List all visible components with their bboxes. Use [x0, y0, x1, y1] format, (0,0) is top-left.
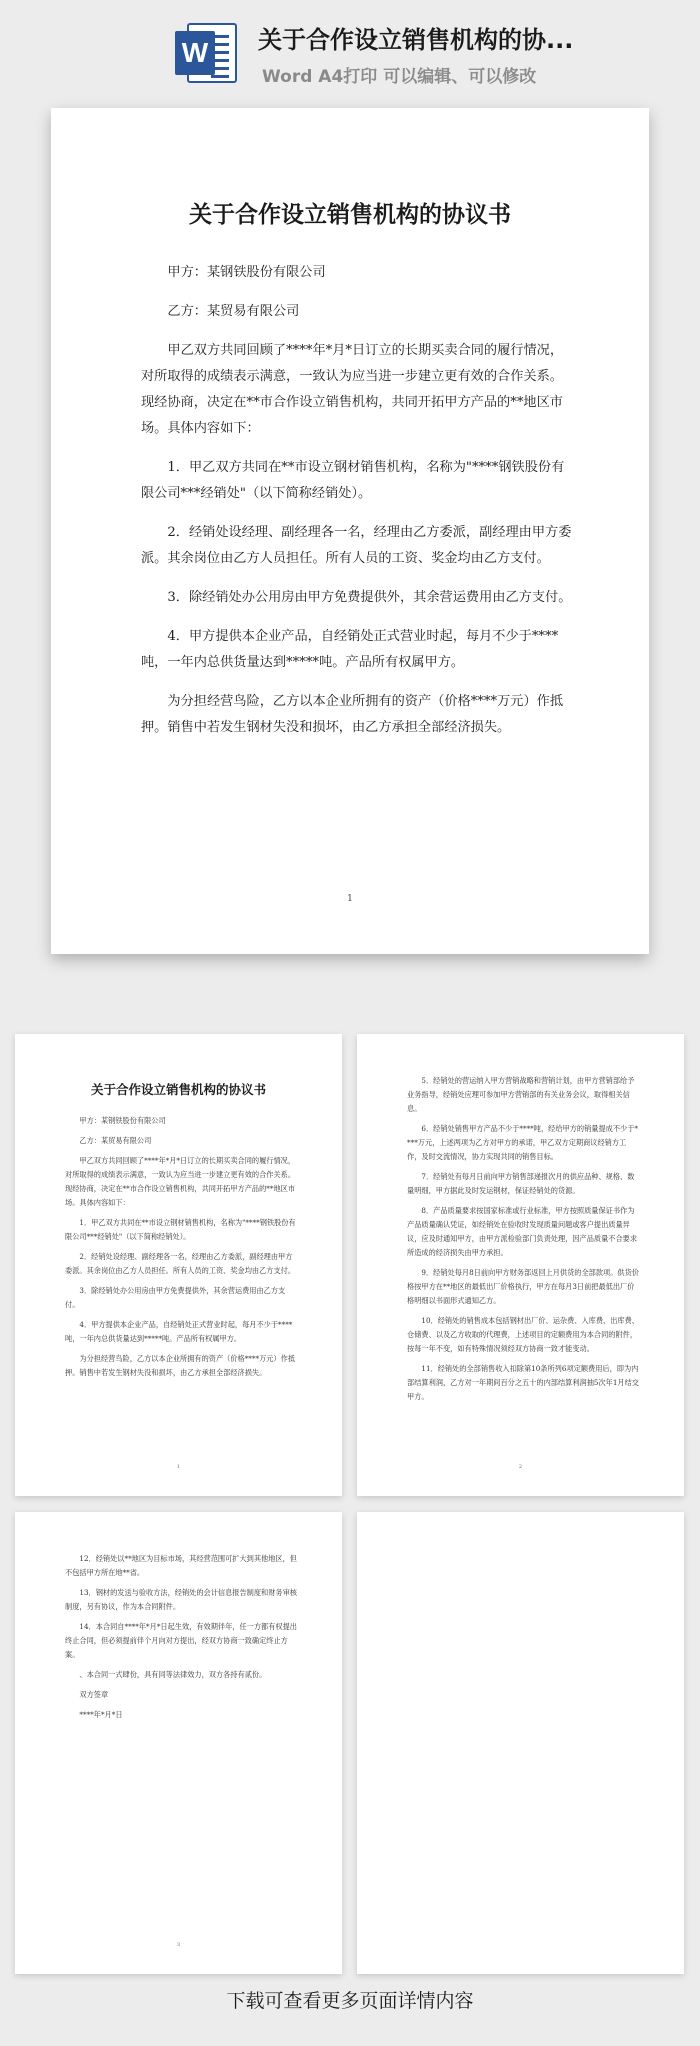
- paragraph: 8．产品质量要求按国家标准或行业标准，甲方按照质量保证书作为产品质量确认凭证，如经销处在验收时发现质量问题或客户提出质量异议，应及时通知甲方，由甲方派检验部门负责处理，因产品质量不合要求所造成的经济损失由甲方承担。: [407, 1206, 638, 1257]
- signature-line: 双方签章: [79, 1690, 109, 1699]
- paragraph: 1．甲乙双方共同在**市设立钢材销售机构，名称为"****钢铁股份有限公司***经销处"（以下简称经销处）。: [141, 460, 565, 501]
- paragraph: 4．甲方提供本企业产品，自经销处正式营业时起，每月不少于****吨，一年内总供货量达到*****吨。产品所有权属甲方。: [65, 1320, 293, 1343]
- paragraph: 为分担经营鸟险，乙方以本企业所拥有的资产（价格****万元）作抵押。销售中若发生钢材失没和损坏，由乙方承担全部经济损失。: [141, 694, 564, 735]
- paragraph: 2．经销处设经理、副经理各一名，经理由乙方委派，副经理由甲方委派。其余岗位由乙方人员担任。所有人员的工资、奖金均由乙方支付。: [65, 1252, 296, 1275]
- party-b: 乙方：某贸易有限公司: [79, 1136, 152, 1145]
- paragraph: 1．甲乙双方共同在**市设立钢材销售机构，名称为"****钢铁股份有限公司***经销处"（以下简称经销处）。: [65, 1218, 296, 1241]
- paragraph: 3．除经销处办公用房由甲方免费提供外，其余营运费用由乙方支付。: [65, 1286, 286, 1309]
- paragraph: 、本合同一式肆份，具有同等法律效力，双方各持有贰份。: [79, 1670, 267, 1679]
- download-more-link[interactable]: 下载可查看更多页面详情内容: [226, 1990, 474, 2012]
- page-title: 关于合作设立销售机构的协议书: [189, 201, 511, 228]
- paragraph: 14．本合同自****年*月*日起生效，有效期伴年，任一方都有权提出终止合同，但必须提前伴个月向对方提出，经双方协商一致确定终止方案。: [65, 1622, 297, 1659]
- page-number: 2: [518, 1464, 523, 1470]
- paragraph: 甲乙双方共同回顾了****年*月*日订立的长期买卖合同的履行情况，对所取得的成绩表示满意，一致认为应当进一步建立更有效的合作关系。现经协商，决定在**市合作设立销售机构，共同开拓甲方产品的**地区市场。具体内容如下：: [141, 343, 564, 436]
- paragraph: 11．经销处的全部销售收入扣除第10条所列6项定额费用后，即为内部结算利润，乙方对一年期间百分之五十的内部结算利润抽5次年1月结交甲方。: [407, 1364, 639, 1401]
- thumbnail-page-2[interactable]: [357, 1034, 684, 1496]
- word-document-icon: [175, 21, 239, 85]
- thumb-body: [65, 1114, 297, 1386]
- page-body: [141, 260, 573, 754]
- thumbnail-page-4[interactable]: [357, 1512, 684, 1974]
- paragraph: 9．经销处每月8日前向甲方财务部返回上月供货的全部款项。供货价格按甲方在**地区的最低出厂价格执行，甲方在每月3日前把最低出厂价格明细以书面形式通知乙方。: [407, 1268, 639, 1305]
- paragraph: 7．经销处有每月日前向甲方销售部递报次月的供应品种、规格、数量明细，甲方据此及时发运钢材，保证经销处的货源。: [407, 1172, 635, 1195]
- paragraph: 为分担经营鸟险，乙方以本企业所拥有的资产（价格****万元）作抵押。销售中若发生钢材失没和损坏，由乙方承担全部经济损失。: [65, 1354, 296, 1377]
- paragraph: 13．钢材的发送与验收方法，经销处的会计信息报告制度和财务审核制度，另有协议，作为本合同附件。: [65, 1588, 297, 1611]
- word-w-badge: W: [175, 31, 215, 75]
- thumb-body: [407, 1074, 639, 1410]
- document-title: 关于合作设立销售机构的协...: [258, 26, 574, 54]
- paragraph: 12．经销处以**地区为目标市场，其经营范围可扩大到其他地区，但不包括甲方所在地**省。: [65, 1554, 297, 1577]
- paragraph: 10．经销处的销售成本包括钢材出厂价、运杂费、入库费、出库费、仓储费、以及乙方收取的代理费，上述项目的定额费用为本合同的附件，按每一年不变，如有特殊情况须经双方协商一致才能变动。: [407, 1316, 639, 1353]
- page-number: 3: [176, 1942, 181, 1948]
- paragraph: 4．甲方提供本企业产品，自经销处正式营业时起，每月不少于****吨，一年内总供货量达到*****吨。产品所有权属甲方。: [141, 629, 559, 670]
- thumb-title: 关于合作设立销售机构的协议书: [90, 1082, 266, 1097]
- thumb-body: [65, 1552, 297, 1728]
- page-number: 1: [176, 1464, 181, 1470]
- document-header: [0, 0, 700, 100]
- preview-page-large: [51, 108, 649, 954]
- page-number: 1: [347, 894, 353, 904]
- document-subtitle: Word A4打印 可以编辑、可以修改: [262, 67, 537, 87]
- paragraph: 6．经销处销售甲方产品不少于****吨，经给甲方的销量提成不少于****万元，上述两项为乙方对甲方的承诺，甲乙双方定期商议经销方工作，及时交流情况，协力实现共同的销售目标。: [407, 1124, 638, 1161]
- party-a: 甲方：某钢铁股份有限公司: [79, 1116, 166, 1125]
- thumbnail-page-3[interactable]: [15, 1512, 342, 1974]
- thumbnail-page-1[interactable]: [15, 1034, 342, 1496]
- paragraph: 3．除经销处办公用房由甲方免费提供外，其余营运费用由乙方支付。: [167, 590, 572, 605]
- party-a: 甲方：某钢铁股份有限公司: [167, 265, 326, 280]
- paragraph: 甲乙双方共同回顾了****年*月*日订立的长期买卖合同的履行情况，对所取得的成绩表示满意，一致认为应当进一步建立更有效的合作关系。现经协商，决定在**市合作设立销售机构，共同开拓甲方产品的**地区市场。具体内容如下：: [65, 1156, 296, 1207]
- paragraph: 5．经销处的营运纳入甲方营销战略和营销计划，由甲方营销部给予业务指导，经销处应理可参加甲方营销部的有关业务会议，取得相关信息。: [407, 1076, 635, 1113]
- party-b: 乙方：某贸易有限公司: [167, 304, 300, 319]
- paragraph: 2．经销处设经理、副经理各一名，经理由乙方委派，副经理由甲方委派。其余岗位由乙方人员担任。所有人员的工资、奖金均由乙方支付。: [141, 525, 572, 566]
- date-line: ****年*月*日: [79, 1710, 123, 1719]
